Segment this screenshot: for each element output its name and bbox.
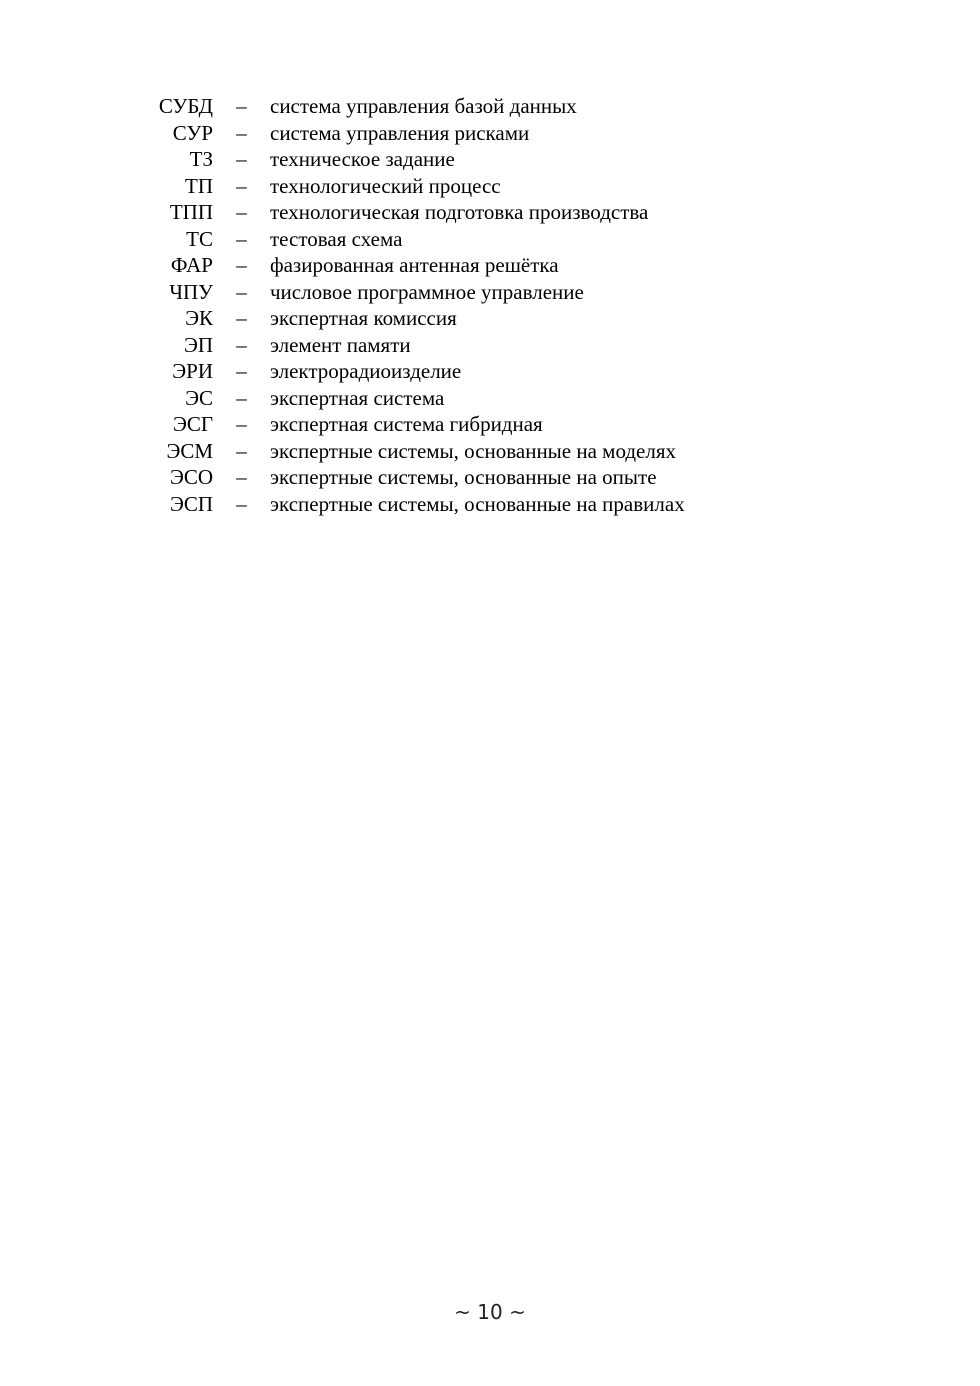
abbreviation-dash: –	[236, 279, 247, 304]
abbreviation-row	[130, 173, 830, 200]
abbreviation-row	[130, 305, 830, 332]
abbreviation-dash: –	[236, 200, 247, 224]
abbreviation-row	[130, 252, 830, 279]
abbreviation-definition: система управления рисками	[270, 120, 530, 145]
abbreviation-dash: –	[236, 359, 247, 383]
abbreviation-row	[130, 279, 830, 306]
abbreviation-definition: экспертные системы, основанные на моделях	[270, 438, 677, 463]
abbreviation-definition: экспертная комиссия	[270, 306, 457, 330]
abbreviation-term: ЭС	[185, 385, 213, 410]
abbreviation-definition: технологическая подготовка производства	[270, 200, 649, 224]
abbreviation-row	[130, 438, 830, 465]
abbreviation-term: ТС	[186, 226, 213, 251]
abbreviation-term: ЭК	[185, 306, 213, 330]
abbreviation-definition: экспертная система гибридная	[270, 412, 543, 436]
abbreviation-row	[130, 411, 830, 438]
abbreviation-row	[130, 332, 830, 359]
abbreviation-dash: –	[236, 147, 247, 171]
abbreviation-row	[130, 491, 830, 518]
page-number: ~ 10 ~	[454, 1300, 526, 1324]
abbreviation-row	[130, 120, 830, 147]
abbreviation-term: ЭСО	[169, 465, 213, 489]
abbreviation-dash: –	[236, 253, 247, 277]
abbreviation-term: СУР	[172, 120, 213, 145]
abbreviation-definition: электрорадиоизделие	[270, 359, 462, 383]
abbreviation-dash: –	[236, 412, 247, 436]
abbreviation-dash: –	[236, 120, 247, 145]
abbreviation-term: ЭП	[183, 332, 213, 357]
abbreviation-dash: –	[236, 465, 247, 489]
abbreviation-definition: числовое программное управление	[270, 279, 584, 304]
abbreviation-term: ТПП	[169, 200, 213, 224]
abbreviation-definition: экспертные системы, основанные на опыте	[270, 465, 657, 489]
abbreviation-definition: техническое задание	[270, 147, 455, 171]
abbreviation-definition: система управления базой данных	[270, 94, 577, 118]
abbreviation-definition: экспертная система	[270, 385, 445, 410]
abbreviation-definition: экспертные системы, основанные на правилах	[270, 491, 685, 516]
abbreviation-row	[130, 93, 830, 120]
abbreviation-row	[130, 464, 830, 491]
abbreviation-term: ЭСМ	[166, 438, 213, 463]
abbreviation-term: ФАР	[170, 253, 213, 277]
abbreviation-dash: –	[236, 306, 247, 330]
abbreviation-dash: –	[236, 226, 247, 251]
abbreviation-term: ТП	[185, 173, 213, 198]
abbreviation-term: ЭСП	[169, 491, 213, 516]
abbreviation-definition: технологический процесс	[270, 173, 501, 198]
abbreviation-term: ЭРИ	[172, 359, 213, 383]
abbreviation-term: ЭСГ	[172, 412, 213, 436]
abbreviation-dash: –	[236, 173, 247, 198]
abbreviation-row	[130, 385, 830, 412]
abbreviation-row	[130, 358, 830, 385]
abbreviation-dash: –	[236, 94, 247, 118]
abbreviation-dash: –	[236, 385, 247, 410]
abbreviation-definition: элемент памяти	[270, 332, 411, 357]
abbreviation-definition: тестовая схема	[270, 226, 403, 251]
abbreviation-row	[130, 199, 830, 226]
abbreviation-row	[130, 226, 830, 253]
abbreviation-definition: фазированная антенная решётка	[270, 253, 559, 277]
abbreviation-term: СУБД	[158, 94, 213, 118]
abbreviation-row	[130, 146, 830, 173]
abbreviation-dash: –	[236, 438, 247, 463]
abbreviation-term: ТЗ	[189, 147, 213, 171]
abbreviation-list	[130, 93, 830, 517]
abbreviation-dash: –	[236, 491, 247, 516]
abbreviation-term: ЧПУ	[169, 279, 213, 304]
abbreviation-dash: –	[236, 332, 247, 357]
